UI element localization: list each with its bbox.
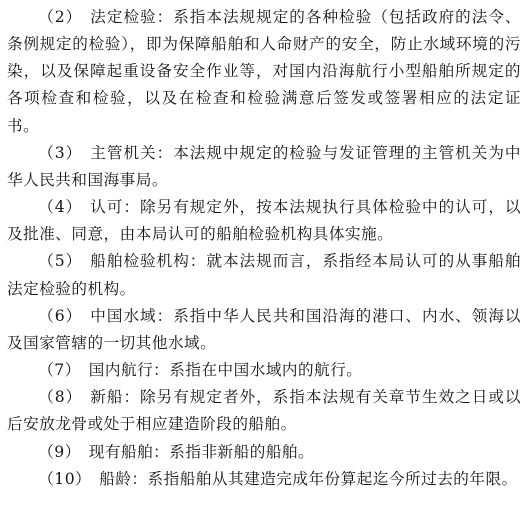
definition-item [7,466,521,493]
definition-item [7,384,521,438]
definition-item [7,4,521,140]
definition-text: 主管机关：本法规中规定的检验与发证管理的主管机关为中华人民共和国海事局。 [7,143,521,189]
definition-text: 法定检验：系指本法规规定的各种检验（包括政府的法令、条例规定的检验），即为保障船舶和人命财产的安全，防止水域环境的污染，以及保障起重设备安全作业等，对国内沿海航行小型船舶所规定的各项检查和检验，以及在检查和检验满意后签发或签署相应的法定证书。 [7,8,521,135]
definition-number: （5） [38,252,83,271]
definition-item [7,140,521,194]
definition-item [7,357,521,384]
definition-number: （8） [38,388,83,407]
definition-text: 现有船舶：系指非新船的船舶。 [88,442,315,461]
definition-item [7,303,521,357]
document-page [7,4,521,493]
definition-text: 新船：除另有规定者外，系指本法规有关章节生效之日或以后安放龙骨或处于相应建造阶段的船舶。 [7,388,521,434]
definition-number: （7） [38,361,81,380]
definition-text: 认可：除另有规定外，按本法规执行具体检验中的认可，以及批准、同意，由本局认可的船舶检验机构具体实施。 [7,198,521,244]
definition-number: （6） [38,306,83,325]
definition-item [7,248,521,302]
definition-number: （9） [38,442,81,461]
definition-text: 船龄：系指船舶从其建造完成年份算起迄今所过去的年限。 [99,469,518,488]
definition-item [7,439,521,466]
definition-text: 中国水域：系指中华人民共和国沿海的港口、内水、领海以及国家管辖的一切其他水域。 [7,306,521,352]
definition-number: （2） [38,8,83,26]
definition-text: 船舶检验机构：就本法规而言，系指经本局认可的从事船舶法定检验的机构。 [7,252,521,298]
definition-number: （3） [38,143,83,162]
definition-item [7,194,521,248]
definition-number: （10） [38,469,92,488]
definition-text: 国内航行：系指在中国水域内的航行。 [88,361,363,380]
definition-number: （4） [38,198,83,217]
